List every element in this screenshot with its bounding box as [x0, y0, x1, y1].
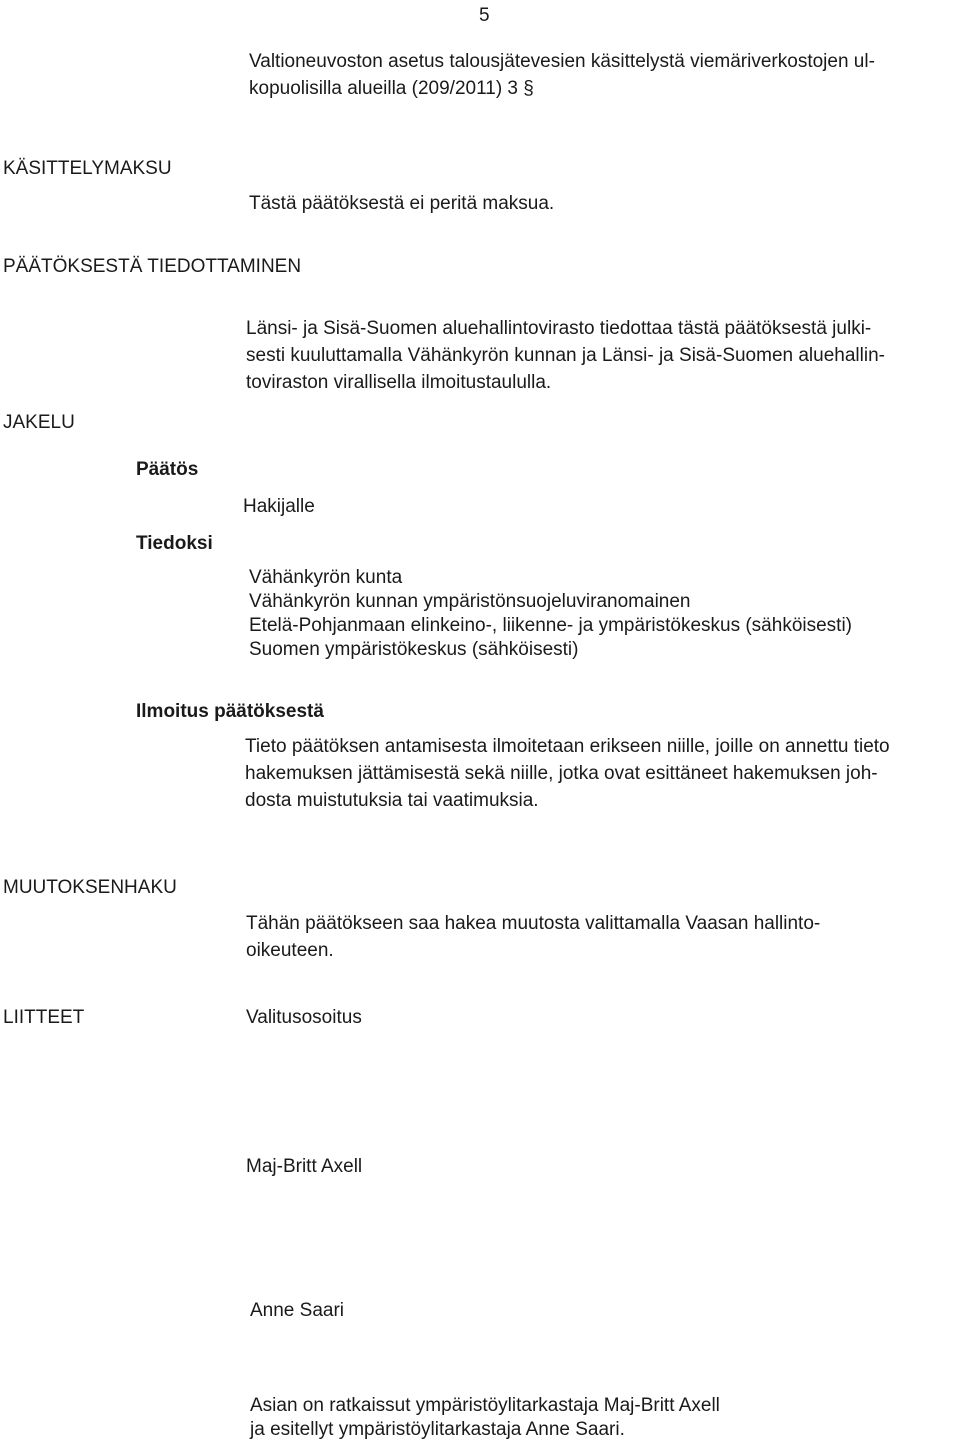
ilmoitus-line: hakemuksen jättämisestä sekä niille, jotka ovat esittäneet hakemuksen joh-	[245, 763, 878, 784]
signature-second: Anne Saari	[250, 1300, 345, 1321]
tiedottaminen-line: toviraston virallisella ilmoitustaululla.	[246, 372, 552, 393]
tiedoksi-recipient: Vähänkyrön kunnan ympäristönsuojeluviranomainen	[249, 591, 691, 612]
section-heading-kasittelymaksu: KÄSITTELYMAKSU	[3, 158, 172, 179]
signature-first: Maj-Britt Axell	[246, 1156, 363, 1177]
ilmoitus-line: Tieto päätöksen antamisesta ilmoitetaan erikseen niille, joille on annettu tieto	[245, 736, 890, 757]
tiedoksi-label: Tiedoksi	[136, 533, 213, 554]
tiedottaminen-line: Länsi- ja Sisä-Suomen aluehallintovirasto tiedottaa tästä päätöksestä julki-	[246, 318, 872, 339]
tiedoksi-recipient: Etelä-Pohjanmaan elinkeino-, liikenne- ja ympäristökeskus (sähköisesti)	[249, 615, 852, 636]
paatos-recipient: Hakijalle	[243, 496, 315, 517]
kasittelymaksu-text: Tästä päätöksestä ei peritä maksua.	[249, 193, 555, 214]
muutoksenhaku-line: oikeuteen.	[246, 940, 334, 961]
tiedoksi-recipient: Suomen ympäristökeskus (sähköisesti)	[249, 639, 579, 660]
section-heading-liitteet: LIITTEET	[3, 1007, 85, 1028]
muutoksenhaku-paragraph	[246, 910, 820, 964]
closing-line: ja esitellyt ympäristöylitarkastaja Anne Saari.	[250, 1419, 625, 1440]
paatos-label: Päätös	[136, 459, 199, 480]
ilmoitus-paragraph	[245, 733, 890, 814]
muutoksenhaku-line: Tähän päätökseen saa hakea muutosta valittamalla Vaasan hallinto-	[246, 913, 821, 934]
legal-reference	[249, 48, 875, 102]
tiedoksi-recipient-list	[249, 566, 852, 662]
tiedoksi-recipient: Vähänkyrön kunta	[249, 567, 403, 588]
legal-reference-line: kopuolisilla alueilla (209/2011) 3 §	[249, 78, 534, 99]
section-heading-jakelu: JAKELU	[3, 412, 75, 433]
section-heading-muutoksenhaku: MUUTOKSENHAKU	[3, 877, 177, 898]
closing-paragraph	[250, 1394, 720, 1442]
section-heading-tiedottaminen: PÄÄTÖKSESTÄ TIEDOTTAMINEN	[3, 256, 302, 277]
liitteet-item: Valitusosoitus	[246, 1007, 362, 1028]
tiedottaminen-paragraph	[246, 315, 885, 396]
closing-line: Asian on ratkaissut ympäristöylitarkastaja Maj-Britt Axell	[250, 1395, 720, 1416]
page-number: 5	[479, 5, 490, 26]
tiedottaminen-line: sesti kuuluttamalla Vähänkyrön kunnan ja Länsi- ja Sisä-Suomen aluehallin-	[246, 345, 885, 366]
ilmoitus-line: dosta muistutuksia tai vaatimuksia.	[245, 790, 539, 811]
legal-reference-line: Valtioneuvoston asetus talousjätevesien käsittelystä viemäriverkostojen ul-	[249, 51, 875, 72]
ilmoitus-heading: Ilmoitus päätöksestä	[136, 701, 324, 722]
